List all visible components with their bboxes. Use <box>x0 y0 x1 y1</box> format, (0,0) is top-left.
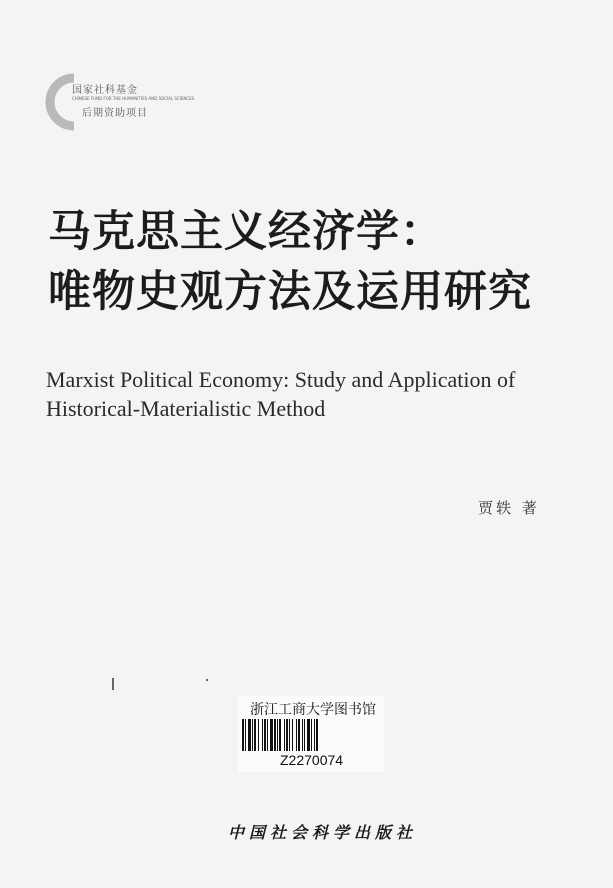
library-name: 浙江工商大学图书馆 <box>250 702 376 718</box>
library-code: Z2270074 <box>280 752 344 768</box>
publisher-name: 中国社会科学出版社 <box>228 823 418 842</box>
chinese-title-line1: 马克思主义经济学： <box>48 207 444 257</box>
barcode-icon <box>242 719 380 751</box>
scan-speck <box>206 679 208 681</box>
scan-speck <box>112 678 114 690</box>
fund-badge <box>40 72 195 132</box>
badge-english: CHINESE FUND FOR THE HUMANITIES AND SOCIAL SCIENCES <box>72 96 195 101</box>
chinese-title-line2: 唯物史观方法及运用研究 <box>48 267 532 317</box>
english-title-line1: Marxist Political Economy: Study and Application of <box>46 367 516 392</box>
library-stamp <box>238 696 384 772</box>
badge-title: 国家社科基金 <box>72 85 138 96</box>
author-credit: 贾轶 著 <box>478 499 540 517</box>
english-title-line2: Historical-Materialistic Method <box>46 396 326 421</box>
badge-subtitle: 后期资助项目 <box>82 108 148 119</box>
